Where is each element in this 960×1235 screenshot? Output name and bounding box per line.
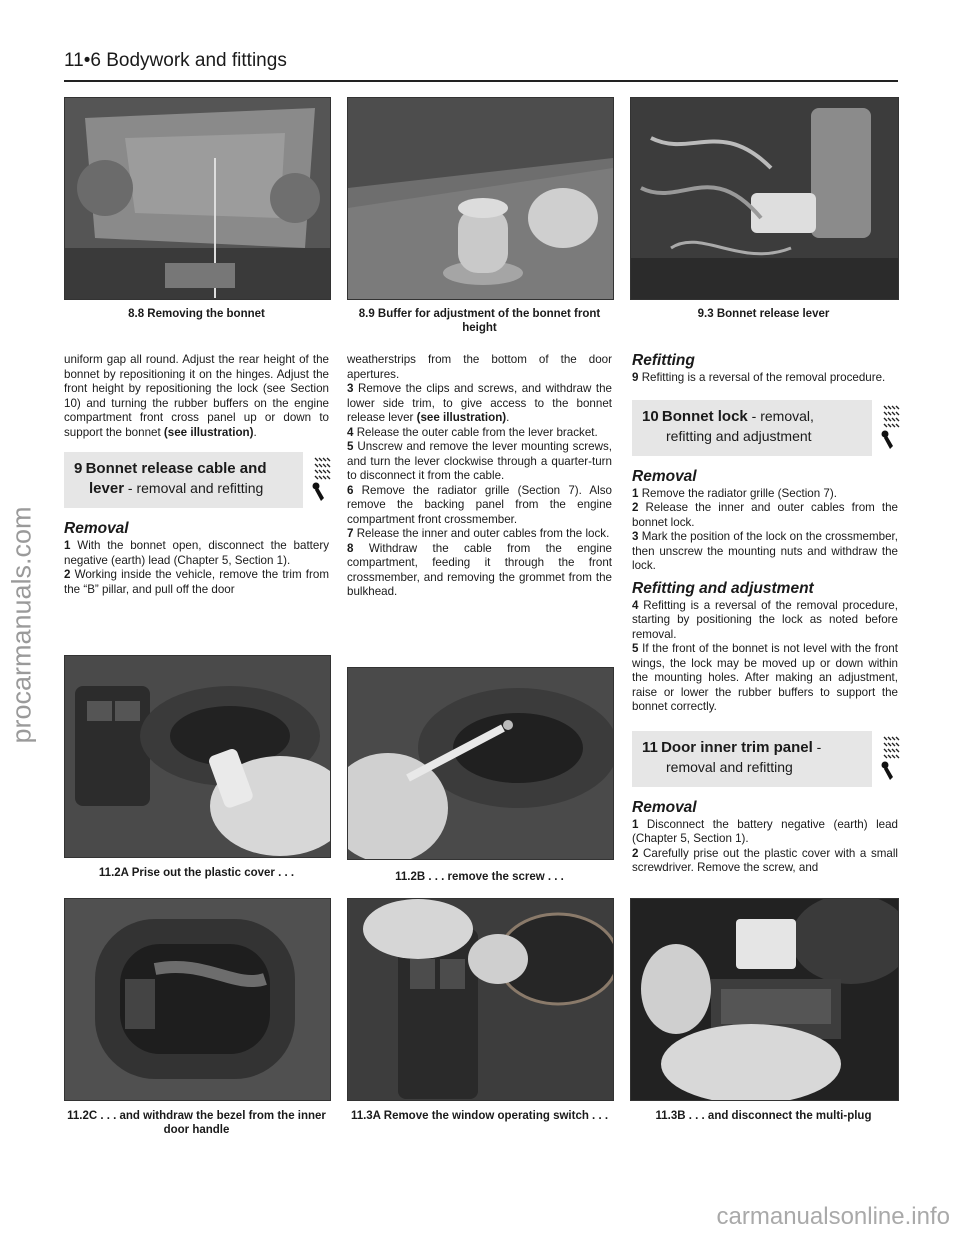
step-number: 4 xyxy=(632,598,639,612)
caption-8-9: 8.9 Buffer for adjustment of the bonnet front height xyxy=(358,308,601,334)
photo-remove-screw xyxy=(347,667,614,860)
section-title: Bonnet lock xyxy=(661,407,748,425)
step-number: 8 xyxy=(347,541,354,555)
step-text: Remove the radiator grille (Section 7). xyxy=(641,486,837,500)
step-number: 5 xyxy=(632,642,639,655)
step xyxy=(347,484,612,528)
caption-11-2a: 11.2A Prise out the plastic cover . . . xyxy=(98,867,295,879)
text-column-2 xyxy=(347,353,612,600)
section-desc: refitting and adjustment xyxy=(666,427,812,444)
step xyxy=(632,818,898,847)
step-text: If the front of the bonnet is not level with the front wings, the lock may be moved up or down within the mounting holes. After making an adjustment, raise or lower the rubber buffers to support the bonnet correctly. xyxy=(632,642,898,713)
step xyxy=(632,501,898,530)
section-title: Bonnet release cable and xyxy=(85,460,267,477)
step-text: Carefully prise out the plastic cover with a small screwdriver. Remove the screw, and xyxy=(632,846,898,874)
photo-window-switch xyxy=(347,898,614,1101)
step-text: With the bonnet open, disconnect the battery negative (earth) lead (Chapter 5, Section 1). xyxy=(64,539,329,567)
caption-11-2b: 11.2B . . . remove the screw . . . xyxy=(395,871,564,883)
subheading-removal: Removal xyxy=(64,520,129,537)
section-title: lever xyxy=(89,480,125,497)
section-desc: removal and refitting xyxy=(666,758,793,775)
section-desc: - xyxy=(812,738,822,755)
step xyxy=(347,426,612,441)
side-watermark-text: procarmanuals.com xyxy=(6,506,37,744)
step-text: Release the inner and outer cables from the bonnet lock. xyxy=(632,501,898,529)
step xyxy=(347,382,612,426)
spanner-difficulty-icon xyxy=(878,404,904,452)
step xyxy=(632,371,898,386)
step-text: Withdraw the cable from the engine compartment, feeding it through the front crossmember, and removing the grommet from the bulkhead. xyxy=(347,541,612,598)
section-heading-11 xyxy=(632,731,872,787)
step xyxy=(64,539,329,568)
illustration-ref: (see illustration) xyxy=(163,425,254,439)
caption-11-3a: 11.3A Remove the window operating switch . . . xyxy=(350,1110,609,1122)
subheading-removal: Removal xyxy=(632,467,697,485)
caption-11-3b: 11.3B . . . and disconnect the multi-plug xyxy=(655,1110,872,1122)
photo-withdraw-bezel xyxy=(64,898,331,1101)
step-number: 6 xyxy=(347,483,354,497)
subheading-refitting-adjustment: Refitting and adjustment xyxy=(632,579,814,597)
step-number: 2 xyxy=(632,501,639,514)
step-number: 7 xyxy=(347,527,354,540)
step-text: . xyxy=(506,411,510,424)
header-rule xyxy=(64,80,898,82)
step-text: Refitting is a reversal of the removal procedure. xyxy=(641,371,886,384)
step-number: 5 xyxy=(347,440,354,453)
step-text: Unscrew and remove the lever mounting screws, and turn the lever clockwise through a quarter-turn to disconnect it from the cable. xyxy=(347,440,612,482)
caption-8-8: 8.8 Removing the bonnet xyxy=(128,308,265,320)
bottom-watermark: carmanualsonline.info xyxy=(716,1203,950,1230)
step-text: Remove the radiator grille (Section 7). Also remove the backing panel from the engine compartment front crossmember. xyxy=(347,483,612,526)
paragraph-text: . xyxy=(253,425,257,439)
photo-disconnect-multiplug xyxy=(630,898,899,1101)
text-column-1 xyxy=(64,353,329,597)
section-number: 9 xyxy=(74,460,83,477)
section-number: 10 xyxy=(642,407,659,425)
step xyxy=(632,530,898,574)
step-text: Refitting is a reversal of the removal procedure, starting by positioning the lock as noted before removal. xyxy=(632,598,898,641)
step-number: 1 xyxy=(632,486,639,500)
step xyxy=(347,527,612,542)
caption-9-3: 9.3 Bonnet release lever xyxy=(697,308,830,320)
step-number: 2 xyxy=(632,846,639,860)
spanner-difficulty-icon xyxy=(878,735,904,783)
spanner-difficulty-icon xyxy=(309,456,335,504)
subheading-refitting: Refitting xyxy=(632,352,695,369)
step-number: 1 xyxy=(632,817,639,831)
photo-bonnet-buffer xyxy=(347,97,614,300)
step-text: Disconnect the battery negative (earth) lead (Chapter 5, Section 1). xyxy=(632,817,898,845)
illustration-ref: (see illustration) xyxy=(416,411,507,424)
step-number: 3 xyxy=(632,530,639,543)
step-text: Mark the position of the lock on the crossmember, then unscrew the mounting nuts and withdraw the lock. xyxy=(632,530,898,572)
photo-bonnet-release-lever xyxy=(630,97,899,300)
section-desc: - removal and refitting xyxy=(124,480,264,496)
step-text: Release the inner and outer cables from the lock. xyxy=(356,527,610,540)
section-heading-9 xyxy=(64,452,303,508)
step-number: 9 xyxy=(632,371,639,384)
step-number: 4 xyxy=(347,425,354,439)
side-watermark xyxy=(2,506,42,744)
step xyxy=(632,847,898,876)
step-text: Release the outer cable from the lever bracket. xyxy=(356,425,598,439)
section-title: Door inner trim panel xyxy=(661,738,813,756)
step xyxy=(64,568,329,597)
step-number: 3 xyxy=(347,382,354,395)
step xyxy=(347,440,612,484)
paragraph xyxy=(64,353,329,440)
step-number: 1 xyxy=(64,539,71,552)
step xyxy=(632,642,898,715)
text-column-3 xyxy=(632,352,898,876)
step-text: Working inside the vehicle, remove the trim from the “B” pillar, and pull off the door xyxy=(64,568,329,596)
step-number: 2 xyxy=(64,568,71,581)
section-desc: - removal, xyxy=(747,407,814,424)
section-heading-10 xyxy=(632,400,872,456)
step-text: Remove the clips and screws, and withdraw the lower side trim, to give access to the bonnet release lever xyxy=(347,382,612,424)
page-header: 11•6 Bodywork and fittings xyxy=(64,50,287,71)
subheading-removal: Removal xyxy=(632,798,697,816)
section-number: 11 xyxy=(642,738,658,756)
photo-prise-plastic-cover xyxy=(64,655,331,858)
paragraph: weatherstrips from the bottom of the door apertures. xyxy=(347,353,612,381)
step xyxy=(347,542,612,600)
step xyxy=(632,487,898,502)
photo-removing-bonnet xyxy=(64,97,331,300)
step xyxy=(632,599,898,643)
paragraph-text: uniform gap all round. Adjust the rear height of the bonnet by repositioning it on the hinges. Adjust the front height by repositioning the lock (see Section 10) and turning the rubber buffers on the engine compartment front cross panel up or down to support the bonnet xyxy=(64,353,329,439)
caption-11-2c: 11.2C . . . and withdraw the bezel from the inner door handle xyxy=(67,1110,326,1136)
